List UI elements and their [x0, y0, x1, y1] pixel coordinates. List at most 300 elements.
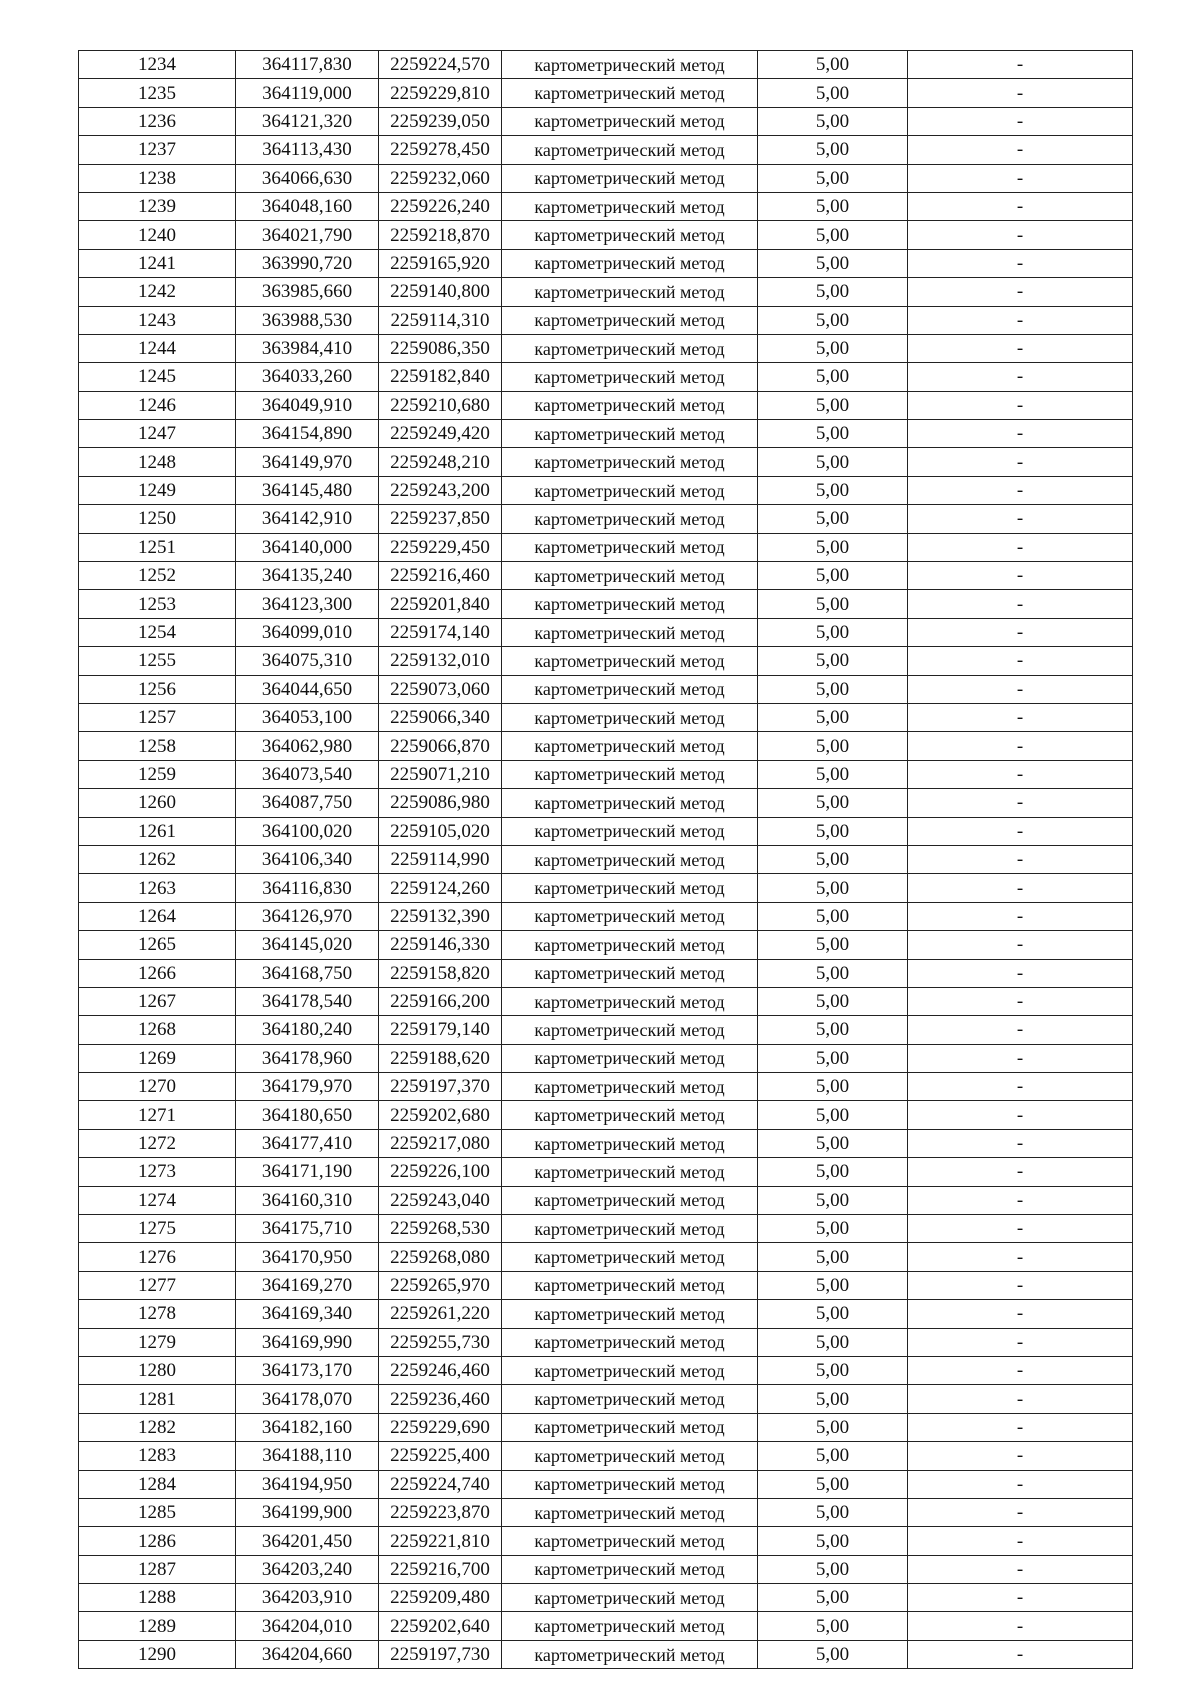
table-row — [79, 107, 1133, 135]
point-number-cell: 1263 — [79, 874, 236, 902]
table-row — [79, 391, 1133, 419]
point-number-cell: 1278 — [79, 1300, 236, 1328]
table-row — [79, 1385, 1133, 1413]
method-cell: картометрический метод — [502, 136, 758, 164]
table-row — [79, 647, 1133, 675]
x-coordinate-cell: 364123,300 — [236, 590, 379, 618]
x-coordinate-cell: 364180,240 — [236, 1016, 379, 1044]
y-coordinate-cell: 2259265,970 — [379, 1271, 502, 1299]
note-cell: - — [908, 1073, 1133, 1101]
method-cell: картометрический метод — [502, 760, 758, 788]
point-number-cell: 1250 — [79, 505, 236, 533]
accuracy-cell: 5,00 — [758, 1158, 908, 1186]
method-cell: картометрический метод — [502, 363, 758, 391]
point-number-cell: 1238 — [79, 164, 236, 192]
method-cell: картометрический метод — [502, 1186, 758, 1214]
point-number-cell: 1248 — [79, 448, 236, 476]
x-coordinate-cell: 364180,650 — [236, 1101, 379, 1129]
table-row — [79, 278, 1133, 306]
point-number-cell: 1284 — [79, 1470, 236, 1498]
point-number-cell: 1286 — [79, 1527, 236, 1555]
table-row — [79, 931, 1133, 959]
y-coordinate-cell: 2259268,530 — [379, 1215, 502, 1243]
x-coordinate-cell: 364075,310 — [236, 647, 379, 675]
y-coordinate-cell: 2259209,480 — [379, 1584, 502, 1612]
x-coordinate-cell: 364021,790 — [236, 221, 379, 249]
table-row — [79, 1158, 1133, 1186]
x-coordinate-cell: 364053,100 — [236, 703, 379, 731]
method-cell: картометрический метод — [502, 590, 758, 618]
point-number-cell: 1254 — [79, 618, 236, 646]
note-cell: - — [908, 1442, 1133, 1470]
method-cell: картометрический метод — [502, 448, 758, 476]
table-row — [79, 1186, 1133, 1214]
point-number-cell: 1260 — [79, 789, 236, 817]
table-row — [79, 590, 1133, 618]
y-coordinate-cell: 2259229,810 — [379, 79, 502, 107]
x-coordinate-cell: 364188,110 — [236, 1442, 379, 1470]
x-coordinate-cell: 364204,660 — [236, 1640, 379, 1668]
y-coordinate-cell: 2259236,460 — [379, 1385, 502, 1413]
note-cell: - — [908, 306, 1133, 334]
point-number-cell: 1256 — [79, 675, 236, 703]
accuracy-cell: 5,00 — [758, 760, 908, 788]
note-cell: - — [908, 1584, 1133, 1612]
method-cell: картометрический метод — [502, 1470, 758, 1498]
x-coordinate-cell: 364087,750 — [236, 789, 379, 817]
table-row — [79, 533, 1133, 561]
table-row — [79, 476, 1133, 504]
y-coordinate-cell: 2259202,680 — [379, 1101, 502, 1129]
method-cell: картометрический метод — [502, 874, 758, 902]
y-coordinate-cell: 2259224,740 — [379, 1470, 502, 1498]
note-cell: - — [908, 760, 1133, 788]
y-coordinate-cell: 2259229,690 — [379, 1413, 502, 1441]
x-coordinate-cell: 364199,900 — [236, 1498, 379, 1526]
y-coordinate-cell: 2259140,800 — [379, 278, 502, 306]
method-cell: картометрический метод — [502, 931, 758, 959]
x-coordinate-cell: 364145,480 — [236, 476, 379, 504]
table-row — [79, 1584, 1133, 1612]
accuracy-cell: 5,00 — [758, 845, 908, 873]
y-coordinate-cell: 2259165,920 — [379, 249, 502, 277]
note-cell: - — [908, 79, 1133, 107]
table-row — [79, 1555, 1133, 1583]
y-coordinate-cell: 2259210,680 — [379, 391, 502, 419]
y-coordinate-cell: 2259114,990 — [379, 845, 502, 873]
y-coordinate-cell: 2259158,820 — [379, 959, 502, 987]
method-cell: картометрический метод — [502, 1385, 758, 1413]
method-cell: картометрический метод — [502, 1215, 758, 1243]
method-cell: картометрический метод — [502, 618, 758, 646]
note-cell: - — [908, 1300, 1133, 1328]
table-row — [79, 164, 1133, 192]
y-coordinate-cell: 2259243,200 — [379, 476, 502, 504]
y-coordinate-cell: 2259229,450 — [379, 533, 502, 561]
x-coordinate-cell: 364171,190 — [236, 1158, 379, 1186]
accuracy-cell: 5,00 — [758, 51, 908, 79]
accuracy-cell: 5,00 — [758, 1413, 908, 1441]
accuracy-cell: 5,00 — [758, 647, 908, 675]
y-coordinate-cell: 2259066,870 — [379, 732, 502, 760]
table-row — [79, 1527, 1133, 1555]
point-number-cell: 1262 — [79, 845, 236, 873]
x-coordinate-cell: 364062,980 — [236, 732, 379, 760]
point-number-cell: 1281 — [79, 1385, 236, 1413]
note-cell: - — [908, 1158, 1133, 1186]
accuracy-cell: 5,00 — [758, 1555, 908, 1583]
point-number-cell: 1280 — [79, 1356, 236, 1384]
method-cell: картометрический метод — [502, 1498, 758, 1526]
note-cell: - — [908, 164, 1133, 192]
method-cell: картометрический метод — [502, 1243, 758, 1271]
note-cell: - — [908, 618, 1133, 646]
table-row — [79, 51, 1133, 79]
accuracy-cell: 5,00 — [758, 533, 908, 561]
point-number-cell: 1283 — [79, 1442, 236, 1470]
y-coordinate-cell: 2259225,400 — [379, 1442, 502, 1470]
note-cell: - — [908, 732, 1133, 760]
x-coordinate-cell: 364203,240 — [236, 1555, 379, 1583]
x-coordinate-cell: 364044,650 — [236, 675, 379, 703]
x-coordinate-cell: 364173,170 — [236, 1356, 379, 1384]
table-row — [79, 1612, 1133, 1640]
x-coordinate-cell: 364048,160 — [236, 192, 379, 220]
note-cell: - — [908, 1016, 1133, 1044]
accuracy-cell: 5,00 — [758, 590, 908, 618]
x-coordinate-cell: 364169,340 — [236, 1300, 379, 1328]
point-number-cell: 1239 — [79, 192, 236, 220]
y-coordinate-cell: 2259255,730 — [379, 1328, 502, 1356]
y-coordinate-cell: 2259073,060 — [379, 675, 502, 703]
table-row — [79, 1470, 1133, 1498]
accuracy-cell: 5,00 — [758, 1044, 908, 1072]
y-coordinate-cell: 2259202,640 — [379, 1612, 502, 1640]
method-cell: картометрический метод — [502, 1016, 758, 1044]
method-cell: картометрический метод — [502, 505, 758, 533]
y-coordinate-cell: 2259086,980 — [379, 789, 502, 817]
accuracy-cell: 5,00 — [758, 1385, 908, 1413]
accuracy-cell: 5,00 — [758, 1470, 908, 1498]
table-row — [79, 221, 1133, 249]
coordinates-table-body — [79, 51, 1133, 1669]
x-coordinate-cell: 364178,960 — [236, 1044, 379, 1072]
point-number-cell: 1261 — [79, 817, 236, 845]
point-number-cell: 1273 — [79, 1158, 236, 1186]
accuracy-cell: 5,00 — [758, 1527, 908, 1555]
note-cell: - — [908, 590, 1133, 618]
note-cell: - — [908, 703, 1133, 731]
method-cell: картометрический метод — [502, 703, 758, 731]
y-coordinate-cell: 2259124,260 — [379, 874, 502, 902]
method-cell: картометрический метод — [502, 1073, 758, 1101]
method-cell: картометрический метод — [502, 192, 758, 220]
method-cell: картометрический метод — [502, 249, 758, 277]
x-coordinate-cell: 364126,970 — [236, 902, 379, 930]
point-number-cell: 1265 — [79, 931, 236, 959]
point-number-cell: 1258 — [79, 732, 236, 760]
point-number-cell: 1271 — [79, 1101, 236, 1129]
table-row — [79, 1328, 1133, 1356]
accuracy-cell: 5,00 — [758, 675, 908, 703]
method-cell: картометрический метод — [502, 278, 758, 306]
y-coordinate-cell: 2259218,870 — [379, 221, 502, 249]
x-coordinate-cell: 364140,000 — [236, 533, 379, 561]
y-coordinate-cell: 2259071,210 — [379, 760, 502, 788]
accuracy-cell: 5,00 — [758, 817, 908, 845]
note-cell: - — [908, 278, 1133, 306]
method-cell: картометрический метод — [502, 533, 758, 561]
note-cell: - — [908, 1470, 1133, 1498]
point-number-cell: 1274 — [79, 1186, 236, 1214]
method-cell: картометрический метод — [502, 789, 758, 817]
table-row — [79, 732, 1133, 760]
table-row — [79, 874, 1133, 902]
accuracy-cell: 5,00 — [758, 874, 908, 902]
accuracy-cell: 5,00 — [758, 221, 908, 249]
note-cell: - — [908, 817, 1133, 845]
method-cell: картометрический метод — [502, 845, 758, 873]
accuracy-cell: 5,00 — [758, 618, 908, 646]
method-cell: картометрический метод — [502, 1158, 758, 1186]
point-number-cell: 1270 — [79, 1073, 236, 1101]
accuracy-cell: 5,00 — [758, 306, 908, 334]
note-cell: - — [908, 675, 1133, 703]
point-number-cell: 1269 — [79, 1044, 236, 1072]
point-number-cell: 1266 — [79, 959, 236, 987]
point-number-cell: 1237 — [79, 136, 236, 164]
x-coordinate-cell: 364113,430 — [236, 136, 379, 164]
y-coordinate-cell: 2259249,420 — [379, 420, 502, 448]
x-coordinate-cell: 364177,410 — [236, 1129, 379, 1157]
method-cell: картометрический метод — [502, 732, 758, 760]
note-cell: - — [908, 533, 1133, 561]
y-coordinate-cell: 2259197,370 — [379, 1073, 502, 1101]
accuracy-cell: 5,00 — [758, 902, 908, 930]
note-cell: - — [908, 1186, 1133, 1214]
y-coordinate-cell: 2259179,140 — [379, 1016, 502, 1044]
x-coordinate-cell: 364170,950 — [236, 1243, 379, 1271]
x-coordinate-cell: 364203,910 — [236, 1584, 379, 1612]
point-number-cell: 1289 — [79, 1612, 236, 1640]
point-number-cell: 1242 — [79, 278, 236, 306]
table-row — [79, 562, 1133, 590]
accuracy-cell: 5,00 — [758, 1073, 908, 1101]
x-coordinate-cell: 364066,630 — [236, 164, 379, 192]
point-number-cell: 1251 — [79, 533, 236, 561]
accuracy-cell: 5,00 — [758, 1016, 908, 1044]
accuracy-cell: 5,00 — [758, 1271, 908, 1299]
method-cell: картометрический метод — [502, 1356, 758, 1384]
table-row — [79, 789, 1133, 817]
note-cell: - — [908, 902, 1133, 930]
accuracy-cell: 5,00 — [758, 1300, 908, 1328]
note-cell: - — [908, 874, 1133, 902]
accuracy-cell: 5,00 — [758, 987, 908, 1015]
accuracy-cell: 5,00 — [758, 1328, 908, 1356]
table-row — [79, 1215, 1133, 1243]
method-cell: картометрический метод — [502, 1300, 758, 1328]
y-coordinate-cell: 2259105,020 — [379, 817, 502, 845]
note-cell: - — [908, 107, 1133, 135]
accuracy-cell: 5,00 — [758, 1498, 908, 1526]
point-number-cell: 1268 — [79, 1016, 236, 1044]
x-coordinate-cell: 364169,270 — [236, 1271, 379, 1299]
method-cell: картометрический метод — [502, 562, 758, 590]
y-coordinate-cell: 2259237,850 — [379, 505, 502, 533]
note-cell: - — [908, 931, 1133, 959]
y-coordinate-cell: 2259188,620 — [379, 1044, 502, 1072]
point-number-cell: 1282 — [79, 1413, 236, 1441]
note-cell: - — [908, 1243, 1133, 1271]
point-number-cell: 1246 — [79, 391, 236, 419]
method-cell: картометрический метод — [502, 1527, 758, 1555]
table-row — [79, 1101, 1133, 1129]
y-coordinate-cell: 2259243,040 — [379, 1186, 502, 1214]
note-cell: - — [908, 1640, 1133, 1668]
method-cell: картометрический метод — [502, 107, 758, 135]
note-cell: - — [908, 1527, 1133, 1555]
note-cell: - — [908, 845, 1133, 873]
table-row — [79, 902, 1133, 930]
table-row — [79, 1300, 1133, 1328]
method-cell: картометрический метод — [502, 334, 758, 362]
accuracy-cell: 5,00 — [758, 703, 908, 731]
x-coordinate-cell: 363985,660 — [236, 278, 379, 306]
method-cell: картометрический метод — [502, 1129, 758, 1157]
table-row — [79, 334, 1133, 362]
table-row — [79, 1243, 1133, 1271]
x-coordinate-cell: 364154,890 — [236, 420, 379, 448]
method-cell: картометрический метод — [502, 391, 758, 419]
method-cell: картометрический метод — [502, 79, 758, 107]
table-row — [79, 363, 1133, 391]
table-row — [79, 448, 1133, 476]
x-coordinate-cell: 364179,970 — [236, 1073, 379, 1101]
x-coordinate-cell: 364073,540 — [236, 760, 379, 788]
accuracy-cell: 5,00 — [758, 164, 908, 192]
table-row — [79, 618, 1133, 646]
x-coordinate-cell: 364049,910 — [236, 391, 379, 419]
note-cell: - — [908, 391, 1133, 419]
y-coordinate-cell: 2259197,730 — [379, 1640, 502, 1668]
y-coordinate-cell: 2259216,700 — [379, 1555, 502, 1583]
accuracy-cell: 5,00 — [758, 1640, 908, 1668]
accuracy-cell: 5,00 — [758, 959, 908, 987]
y-coordinate-cell: 2259246,460 — [379, 1356, 502, 1384]
point-number-cell: 1247 — [79, 420, 236, 448]
point-number-cell: 1275 — [79, 1215, 236, 1243]
table-row — [79, 675, 1133, 703]
note-cell: - — [908, 221, 1133, 249]
method-cell: картометрический метод — [502, 1612, 758, 1640]
note-cell: - — [908, 1498, 1133, 1526]
method-cell: картометрический метод — [502, 1584, 758, 1612]
x-coordinate-cell: 364100,020 — [236, 817, 379, 845]
point-number-cell: 1236 — [79, 107, 236, 135]
y-coordinate-cell: 2259166,200 — [379, 987, 502, 1015]
table-row — [79, 136, 1133, 164]
accuracy-cell: 5,00 — [758, 136, 908, 164]
table-row — [79, 79, 1133, 107]
table-row — [79, 1073, 1133, 1101]
point-number-cell: 1276 — [79, 1243, 236, 1271]
x-coordinate-cell: 364201,450 — [236, 1527, 379, 1555]
accuracy-cell: 5,00 — [758, 1612, 908, 1640]
method-cell: картометрический метод — [502, 1555, 758, 1583]
table-row — [79, 192, 1133, 220]
table-row — [79, 760, 1133, 788]
x-coordinate-cell: 364204,010 — [236, 1612, 379, 1640]
note-cell: - — [908, 1413, 1133, 1441]
table-row — [79, 817, 1133, 845]
x-coordinate-cell: 364149,970 — [236, 448, 379, 476]
note-cell: - — [908, 1044, 1133, 1072]
table-row — [79, 1016, 1133, 1044]
point-number-cell: 1277 — [79, 1271, 236, 1299]
table-row — [79, 1129, 1133, 1157]
accuracy-cell: 5,00 — [758, 1356, 908, 1384]
method-cell: картометрический метод — [502, 1101, 758, 1129]
y-coordinate-cell: 2259261,220 — [379, 1300, 502, 1328]
point-number-cell: 1259 — [79, 760, 236, 788]
x-coordinate-cell: 363990,720 — [236, 249, 379, 277]
x-coordinate-cell: 364168,750 — [236, 959, 379, 987]
method-cell: картометрический метод — [502, 959, 758, 987]
point-number-cell: 1234 — [79, 51, 236, 79]
x-coordinate-cell: 364121,320 — [236, 107, 379, 135]
y-coordinate-cell: 2259226,100 — [379, 1158, 502, 1186]
accuracy-cell: 5,00 — [758, 476, 908, 504]
y-coordinate-cell: 2259174,140 — [379, 618, 502, 646]
method-cell: картометрический метод — [502, 221, 758, 249]
note-cell: - — [908, 448, 1133, 476]
accuracy-cell: 5,00 — [758, 789, 908, 817]
note-cell: - — [908, 647, 1133, 675]
note-cell: - — [908, 1555, 1133, 1583]
point-number-cell: 1255 — [79, 647, 236, 675]
y-coordinate-cell: 2259114,310 — [379, 306, 502, 334]
method-cell: картометрический метод — [502, 817, 758, 845]
note-cell: - — [908, 363, 1133, 391]
point-number-cell: 1264 — [79, 902, 236, 930]
method-cell: картометрический метод — [502, 476, 758, 504]
y-coordinate-cell: 2259239,050 — [379, 107, 502, 135]
x-coordinate-cell: 364106,340 — [236, 845, 379, 873]
y-coordinate-cell: 2259086,350 — [379, 334, 502, 362]
accuracy-cell: 5,00 — [758, 107, 908, 135]
x-coordinate-cell: 364175,710 — [236, 1215, 379, 1243]
note-cell: - — [908, 1215, 1133, 1243]
y-coordinate-cell: 2259223,870 — [379, 1498, 502, 1526]
y-coordinate-cell: 2259066,340 — [379, 703, 502, 731]
point-number-cell: 1243 — [79, 306, 236, 334]
table-row — [79, 845, 1133, 873]
accuracy-cell: 5,00 — [758, 1584, 908, 1612]
y-coordinate-cell: 2259232,060 — [379, 164, 502, 192]
table-row — [79, 987, 1133, 1015]
method-cell: картометрический метод — [502, 1442, 758, 1470]
point-number-cell: 1244 — [79, 334, 236, 362]
accuracy-cell: 5,00 — [758, 363, 908, 391]
note-cell: - — [908, 1612, 1133, 1640]
x-coordinate-cell: 363988,530 — [236, 306, 379, 334]
table-row — [79, 1498, 1133, 1526]
note-cell: - — [908, 1328, 1133, 1356]
accuracy-cell: 5,00 — [758, 1186, 908, 1214]
y-coordinate-cell: 2259221,810 — [379, 1527, 502, 1555]
table-row — [79, 505, 1133, 533]
